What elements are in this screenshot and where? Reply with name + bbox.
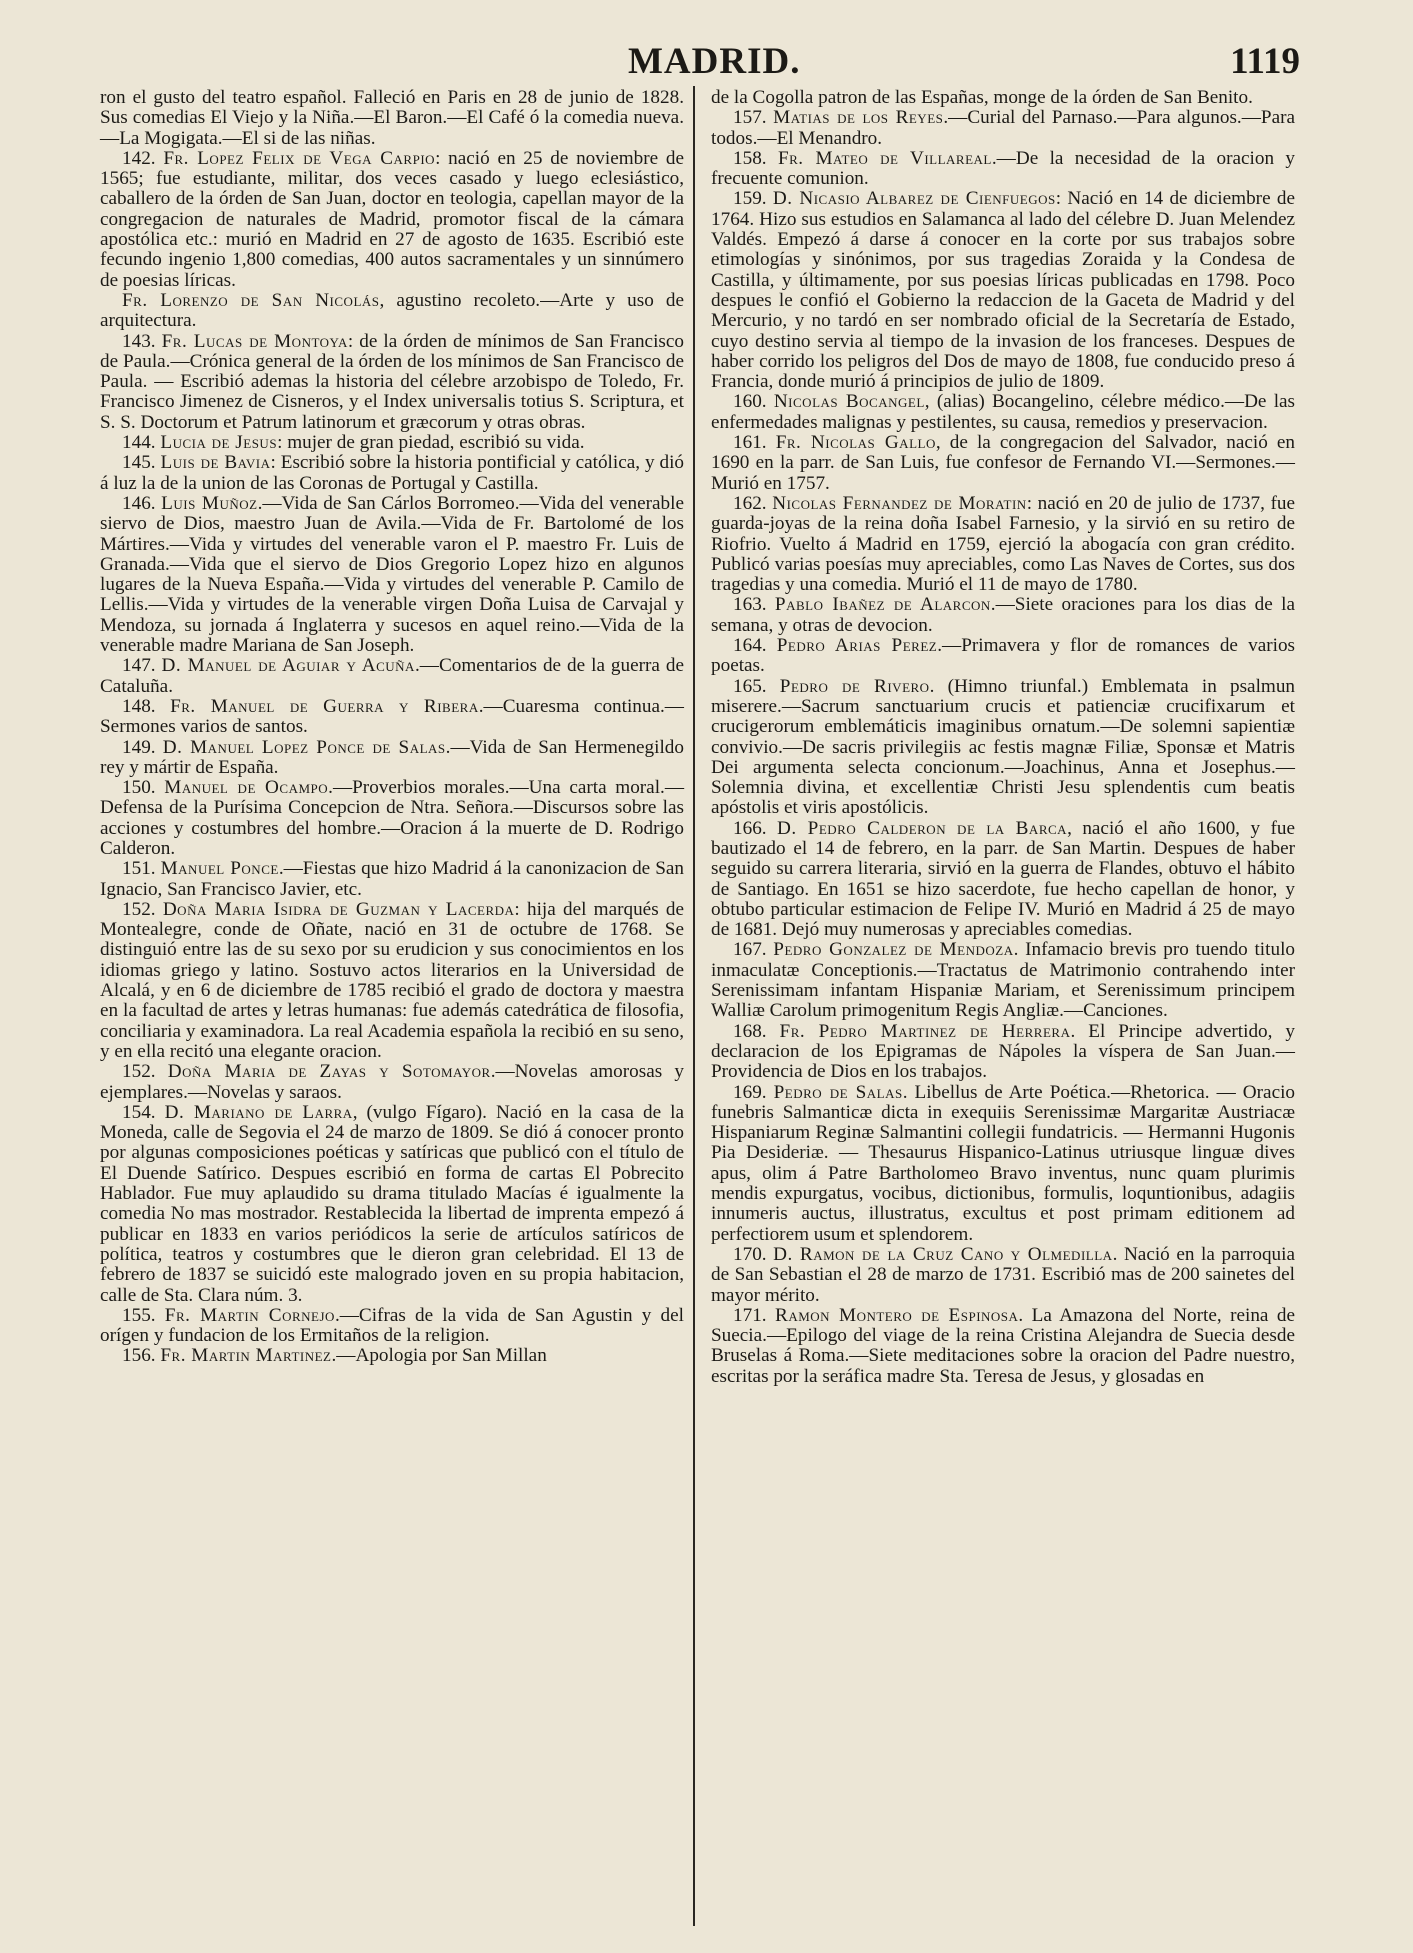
entry-number: 151.: [122, 858, 156, 880]
entry-number: 149.: [122, 736, 156, 758]
catalog-entry: [711, 595, 1295, 636]
entry-number: 145.: [122, 452, 156, 474]
author-name: Fr. Lorenzo de San Nicolás: [122, 289, 380, 311]
catalog-entry: [100, 494, 684, 656]
author-name: Nicolas Fernandez de Moratin: [772, 492, 1027, 514]
entry-text: de la Cogolla patron de las Españas, monge de la órden de San Benito.: [711, 87, 1253, 108]
entry-number: 157.: [733, 107, 767, 129]
catalog-entry: [711, 392, 1295, 433]
catalog-entry: [711, 1022, 1295, 1083]
author-name: Fr. Martin Martinez: [160, 1345, 332, 1367]
entry-number: 160.: [733, 391, 767, 413]
entry-text: . Nació en la parroquia de San Sebastian el 28 de marzo de 1731. Escribió mas de 200 sainetes del mayor mérito.: [711, 1243, 1295, 1306]
running-head: MADRID.: [628, 41, 801, 82]
entry-number: 152.: [122, 898, 156, 920]
entry-text: , agustino recoleto.—Arte y uso de arquitectura.: [100, 289, 684, 332]
entry-number: 167.: [733, 939, 767, 961]
entry-number: 155.: [122, 1304, 156, 1326]
entry-number: 170.: [733, 1243, 767, 1265]
entry-text: . (Himno triunfal.) Emblemata in psalmun miserere.—Sacrum sanctuarium crucis et patienciæ crucifixarum et crucigerorum emblemáticis imaginibus ornatum.—De solemni sapientiæ convivio.—De sacris privilegiis ac festis magnæ Filiæ, Sponsæ et Matris Dei argumenta selecta concionum.—Joachinus, Anna et Josephus.—Solemnia divina, et excellentiæ Christi Jesu splendentis cum beatis apóstolis et viris apostólicis.: [711, 675, 1296, 819]
entry-number: 146.: [122, 492, 156, 514]
author-name: Doña Maria de Zayas y Sotomayor: [167, 1061, 491, 1083]
entry-text: , de la congregacion del Salvador, nació en 1690 en la parr. de San Luis, fue confesor de Fernando VI.—Sermones.—Murió en 1757.: [711, 432, 1295, 494]
entry-number: 148.: [122, 695, 156, 717]
entry-text: .—Cuaresma continua.—Sermones varios de santos.: [100, 695, 684, 738]
entry-number: 165.: [733, 675, 767, 697]
entry-number: 164.: [733, 635, 767, 657]
author-name: Pedro de Rivero: [779, 675, 930, 697]
entry-text: ron el gusto del teatro español. Falleció en Paris en 28 de junio de 1828. Sus comedias El Viejo y la Niña.—El Baron.—El Café ó la comedia nueva.—La Mogigata.—El si de las niñas.: [100, 87, 684, 149]
column-divider: [693, 86, 695, 1926]
entry-text: : nació en 25 de noviembre de 1565; fue estudiante, militar, dos veces casado y luego eclesiástico, caballero de la órden de San Juan, doctor en teologia, capellan mayor de la congregacion de naturales de Madrid, promotor fiscal de la cámara apostólica etc.: murió en Madrid en 27 de agosto de 1635. Escribió este fecundo ingenio 1,800 comedias, 400 autos sacramentales y un sinnúmero de poesias líricas.: [100, 147, 684, 291]
entry-number: 143.: [122, 330, 156, 352]
catalog-entry: [100, 1306, 684, 1347]
author-name: Nicolas Bocangel: [773, 391, 925, 413]
entry-text: : Nació en 14 de diciembre de 1764. Hizo sus estudios en Salamanca al lado del célebre D. Juan Melendez Valdés. Empezó á darse á conocer en la corte por sus trabajos sobre etimologías y sinónimos, por sus tragedias Zoraida y la Condesa de Castilla, y últimamente, por sus poesias líricas publicadas en 1798. Poco despues le confió el Gobierno la redaccion de la Gaceta de Madrid y del Mercurio, y no tardó en ser nombrado oficial de la Secretaría de Estado, cuyo destino servia al tiempo de la invasion de los franceses. Despues de haber corrido los peligros del Dos de mayo de 1808, fue conducido preso á Francia, donde murió á principios de julio de 1809.: [711, 188, 1296, 393]
entry-text: .—Cifras de la vida de San Agustin y del orígen y fundacion de los Ermitaños de la religion.: [100, 1304, 684, 1347]
author-name: Luis de Bavia: [160, 452, 271, 474]
catalog-entry: [100, 453, 684, 494]
author-name: Matias de los Reyes: [773, 107, 944, 129]
catalog-entry: [711, 1306, 1295, 1387]
entry-text: .—Siete oraciones para los dias de la semana, y otras de devocion.: [711, 594, 1295, 636]
entry-text: . Infamacio brevis pro tuendo titulo inmaculatæ Conceptionis.—Tractatus de Matrimonio contrahendo inter Serenissimam infantam Hispaniæ Mariam, et Serenissimum principem Walliæ Carolum primogenitum Regis Angliæ.—Canciones.: [711, 939, 1295, 1022]
entry-number: 169.: [733, 1081, 767, 1103]
catalog-entry: [100, 778, 684, 859]
author-name: Ramon Montero de Espinosa: [775, 1304, 1019, 1326]
catalog-entry: [711, 494, 1295, 595]
entry-text: , nació el año 1600, y fue bautizado el 14 de febrero, en la parr. de San Martin. Despues de haber seguido su carrera literaria, sirvió en la guerra de Flandes, obtuvo el hábito de Santiago. En 1651 se hizo sacerdote, fue hecho capellan de honor, y obtubo particular estimacion de Felipe IV. Murió en Madrid á 25 de mayo de 1681. Dejó muy numerosas y apreciables comedias.: [711, 817, 1296, 941]
page-number: 1119: [1230, 41, 1300, 82]
author-name: Fr. Lopez Felix de Vega Carpio: [163, 147, 436, 169]
catalog-entry: [711, 1083, 1295, 1245]
catalog-entry: [100, 88, 684, 149]
catalog-entry: [711, 108, 1295, 149]
entry-number: 144.: [122, 432, 156, 454]
entry-number: 171.: [733, 1304, 767, 1326]
catalog-entry: [100, 1346, 684, 1366]
catalog-entry: [100, 859, 684, 900]
catalog-entry: [711, 636, 1295, 677]
entry-text: : mujer de gran piedad, escribió su vida.: [277, 432, 585, 454]
catalog-entry: [711, 819, 1295, 941]
author-name: Manuel Ponce: [160, 858, 279, 880]
entry-number: 150.: [122, 777, 156, 799]
entry-number: 154.: [122, 1101, 156, 1123]
entry-text: .—Comentarios de de la guerra de Cataluña.: [100, 655, 684, 697]
entry-number: 168.: [733, 1020, 767, 1042]
entry-text: : hija del marqués de Montealegre, conde de Oñate, nació en 31 de octubre de 1768. Se distinguió entre las de su sexo por su erudicion y sus conocimientos en los idiomas griego y latino. Sostuvo actos literarios en la Universidad de Alcalá, y en 6 de diciembre de 1785 recibió el grado de doctora y maestra en la facultad de artes y letras humanas: fue además catedrática de filosofia, conciliaria y examinadora. La real Academia española la recibió en su seno, y en ella recitó una elegante oracion.: [100, 898, 685, 1062]
entry-number: 159.: [733, 188, 767, 210]
entry-text: .—Curial del Parnaso.—Para algunos.—Para todos.—El Menandro.: [711, 107, 1295, 149]
entry-text: .—Proverbios morales.—Una carta moral.—Defensa de la Purísima Concepcion de Ntra. Señora.—Discursos sobre las acciones y costumbres del hombre.—Oracion á la muerte de D. Rodrigo Calderon.: [100, 777, 685, 859]
author-name: D. Nicasio Albarez de Cienfuegos: [772, 188, 1056, 210]
author-name: D. Manuel Lopez Ponce de Salas: [162, 736, 446, 758]
left-column: [100, 88, 684, 1367]
catalog-entry: [711, 940, 1295, 1021]
entry-number: 161.: [733, 432, 767, 454]
catalog-entry: [711, 677, 1295, 819]
catalog-entry: [100, 332, 684, 433]
author-name: D. Manuel de Aguiar y Acuña: [161, 655, 415, 677]
catalog-entry: [100, 656, 684, 697]
entry-number: 152.: [122, 1061, 156, 1083]
catalog-entry: [711, 149, 1295, 190]
author-name: D. Pedro Calderon de la Barca: [777, 817, 1068, 839]
author-name: D. Mariano de Larra: [164, 1101, 353, 1123]
author-name: Fr. Lucas de Montoya: [161, 330, 348, 352]
author-name: Lucia de Jesus: [160, 432, 278, 454]
entry-number: 142.: [122, 147, 156, 169]
entry-text: : nació en 20 de julio de 1737, fue guarda-joyas de la reina doña Isabel Farnesio, y la sirvió en su retiro de Riofrio. Vuelto á Madrid en 1759, ejerció la abogacía con gran crédito. Publicó varias poesías muy apreciables, como Las Naves de Cortes, sus dos tragedias y una comedia. Murió el 11 de mayo de 1780.: [711, 492, 1296, 596]
entry-number: 156.: [122, 1345, 156, 1367]
author-name: Fr. Martin Cornejo: [164, 1304, 335, 1326]
catalog-entry: [100, 738, 684, 779]
catalog-entry: [100, 149, 684, 291]
author-name: Fr. Nicolas Gallo: [775, 432, 936, 454]
entry-text: .—Vida de San Hermenegildo rey y mártir de España.: [100, 736, 684, 778]
catalog-entry: [100, 697, 684, 738]
entry-text: .—Apologia por San Millan: [331, 1345, 547, 1367]
author-name: Fr. Pedro Martinez de Herrera: [779, 1020, 1071, 1042]
author-name: Pedro Gonzalez de Mendoza: [773, 939, 1014, 961]
entry-number: 158.: [733, 147, 767, 169]
catalog-entry: [711, 88, 1295, 108]
entry-text: . El Principe advertido, y declaracion de los Epigramas de Nápoles la víspera de San Juan.—Providencia de Dios en los trabajos.: [711, 1020, 1295, 1083]
entry-text: . La Amazona del Norte, reina de Suecia.—Epilogo del viage de la reina Cristina Alejandra de Suecia desde Bruselas á Roma.—Siete meditaciones sobre la oracion del Padre nuestro, escritas por la seráfica madre Sta. Teresa de Jesus, y glosadas en: [711, 1304, 1295, 1387]
page-header: [100, 40, 1300, 84]
author-name: Manuel de Ocampo: [164, 777, 329, 799]
catalog-entry: [100, 1103, 684, 1306]
entry-text: .—Novelas amorosas y ejemplares.—Novelas y saraos.: [100, 1061, 685, 1103]
catalog-entry: [711, 433, 1295, 494]
entry-text: .—De la necesidad de la oracion y frecuente comunion.: [711, 147, 1296, 190]
author-name: Pablo Ibañez de Alarcon: [774, 594, 991, 616]
entry-number: 163.: [733, 594, 767, 616]
entry-text: , (vulgo Fígaro). Nació en la casa de la Moneda, calle de Segovia el 24 de marzo de 1809. Se dió á conocer pronto por algunas composiciones poéticas y satíricas que publicó con el título de El Duende Satírico. Despues escribió en forma de cartas El Pobrecito Hablador. Fue muy aplaudido su drama titulado Macías é igualmente la comedia No mas mostrador. Restablecida la libertad de imprenta empezó á publicar en 1833 en varios periódicos la serie de artículos satíricos de política, teatros y costumbres que le dieron gran celebridad. El 13 de febrero de 1837 se suicidó este malogrado joven en su propia habitacion, calle de Sta. Clara núm. 3.: [100, 1101, 684, 1306]
entry-text: .—Fiestas que hizo Madrid á la canonizacion de San Ignacio, San Francisco Javier, etc.: [100, 858, 684, 900]
author-name: Fr. Manuel de Guerra y Ribera: [170, 695, 479, 717]
author-name: Pedro Arias Perez: [776, 635, 938, 657]
author-name: Luis Muñoz: [161, 492, 258, 514]
entry-text: : de la órden de mínimos de San Francisco de Paula.—Crónica general de la órden de los mínimos de San Francisco de Paula. — Escribió ademas la historia del célebre arzobispo de Toledo, Fr. Francisco Jimenez de Cisneros, y el Index universalis totius S. Scriptura, et S. S. Doctorum et Patrum latinorum et græcorum y otras obras.: [100, 330, 684, 433]
entry-number: 162.: [733, 492, 767, 514]
entry-text: : Escribió sobre la historia pontificial y católica, y dió á luz la de la union de las Coronas de Portugal y Castilla.: [100, 452, 685, 494]
catalog-entry: [711, 1245, 1295, 1306]
catalog-entry: [100, 900, 684, 1062]
entry-text: . Libellus de Arte Poética.—Rhetorica. — Oracio funebris Salmanticæ dicta in exequiis Serenissimæ Margaritæ Austriacæ Hispaniarum Reginæ Salmantini collegii fundatricis. — Hermanni Hugonis Pia Desideriæ. — Thesaurus Hispanico-Latinus utriusque linguæ dives apus, olim á Patre Bartholomeo Bravo inventus, nunc quam plurimis mendis expurgatus, vocibus, dictionibus, formulis, loquntionibus, adagiis innumeris auctus, illustratus, excultus et post primam editionem ad perfectiorem usum et splendorem.: [711, 1081, 1296, 1245]
entry-number: 147.: [122, 655, 156, 677]
entry-text: , (alias) Bocangelino, célebre médico.—De las enfermedades malignas y pestilentes, su causa, remedios y preservacion.: [711, 391, 1296, 433]
catalog-entry: [100, 1062, 684, 1103]
right-column: [711, 88, 1295, 1387]
author-name: Doña Maria Isidra de Guzman y Lacerda: [162, 898, 515, 920]
catalog-entry: [711, 189, 1295, 392]
entry-text: .—Primavera y flor de romances de varios poetas.: [711, 635, 1296, 677]
catalog-entry: [100, 291, 684, 332]
entry-text: .—Vida de San Cárlos Borromeo.—Vida del venerable siervo de Dios, maestro Juan de Avila.—Vida de Fr. Bartolomé de los Mártires.—Vida y virtudes del venerable varon el P. maestro Fr. Luis de Granada.—Vida que el siervo de Dios Gregorio Lopez hizo en algunos lugares de la Nueva España.—Vida y virtudes del venerable P. Camilo de Lellis.—Vida y virtudes de la venerable virgen Doña Luisa de Carvajal y Mendoza, su jornada á Inglaterra y sucesos en aquel reino.—Vida de la venerable madre Mariana de San Joseph.: [100, 492, 685, 657]
entry-number: 166.: [733, 817, 767, 839]
author-name: D. Ramon de la Cruz Cano y Olmedilla: [773, 1243, 1113, 1265]
author-name: Pedro de Salas: [773, 1081, 903, 1103]
catalog-entry: [100, 433, 684, 453]
author-name: Fr. Mateo de Villareal: [777, 147, 992, 169]
